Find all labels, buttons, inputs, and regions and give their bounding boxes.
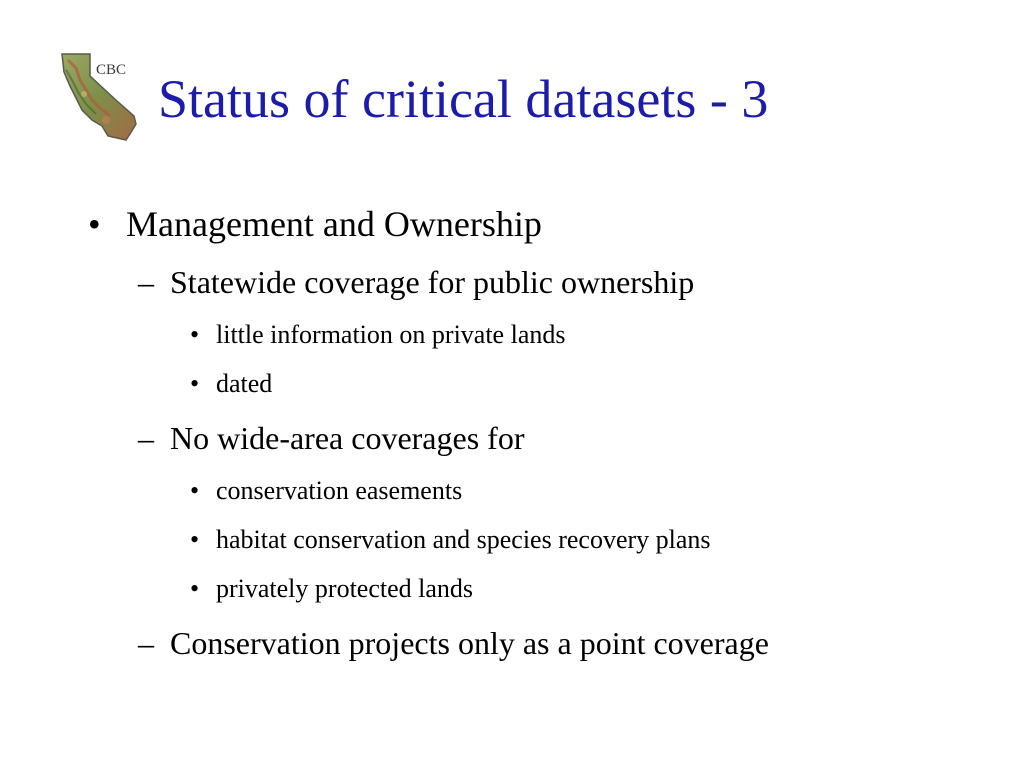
bullet-text: conservation easements	[216, 476, 463, 505]
logo-text: CBC	[96, 62, 127, 78]
dash-marker: –	[138, 264, 154, 300]
bullet-level3	[190, 576, 473, 602]
bullet-marker: •	[190, 574, 200, 603]
bullet-level2	[138, 266, 694, 298]
bullet-text: No wide-area coverages for	[170, 420, 525, 456]
bullet-text: Management and Ownership	[126, 204, 542, 244]
bullet-marker: •	[88, 204, 101, 244]
bullet-text: dated	[216, 369, 273, 398]
bullet-marker: •	[190, 320, 200, 349]
bullet-level1	[88, 206, 542, 242]
bullet-level2	[138, 627, 769, 659]
cbc-logo	[56, 50, 144, 142]
bullet-text: little information on private lands	[216, 320, 566, 349]
dash-marker: –	[138, 625, 154, 661]
bullet-marker: •	[190, 476, 200, 505]
bullet-text: Conservation projects only as a point coverage	[170, 625, 769, 661]
dash-marker: –	[138, 420, 154, 456]
bullet-level3	[190, 322, 565, 348]
slide-title: Status of critical datasets - 3	[158, 69, 769, 129]
bullet-level3	[190, 371, 272, 397]
bullet-text: privately protected lands	[216, 574, 474, 603]
bullet-marker: •	[190, 369, 200, 398]
bullet-level3	[190, 478, 462, 504]
bullet-text: Statewide coverage for public ownership	[170, 264, 695, 300]
bullet-marker: •	[190, 525, 200, 554]
bullet-level2	[138, 422, 524, 454]
bullet-text: habitat conservation and species recovery plans	[216, 525, 711, 554]
bullet-level3	[190, 527, 711, 553]
